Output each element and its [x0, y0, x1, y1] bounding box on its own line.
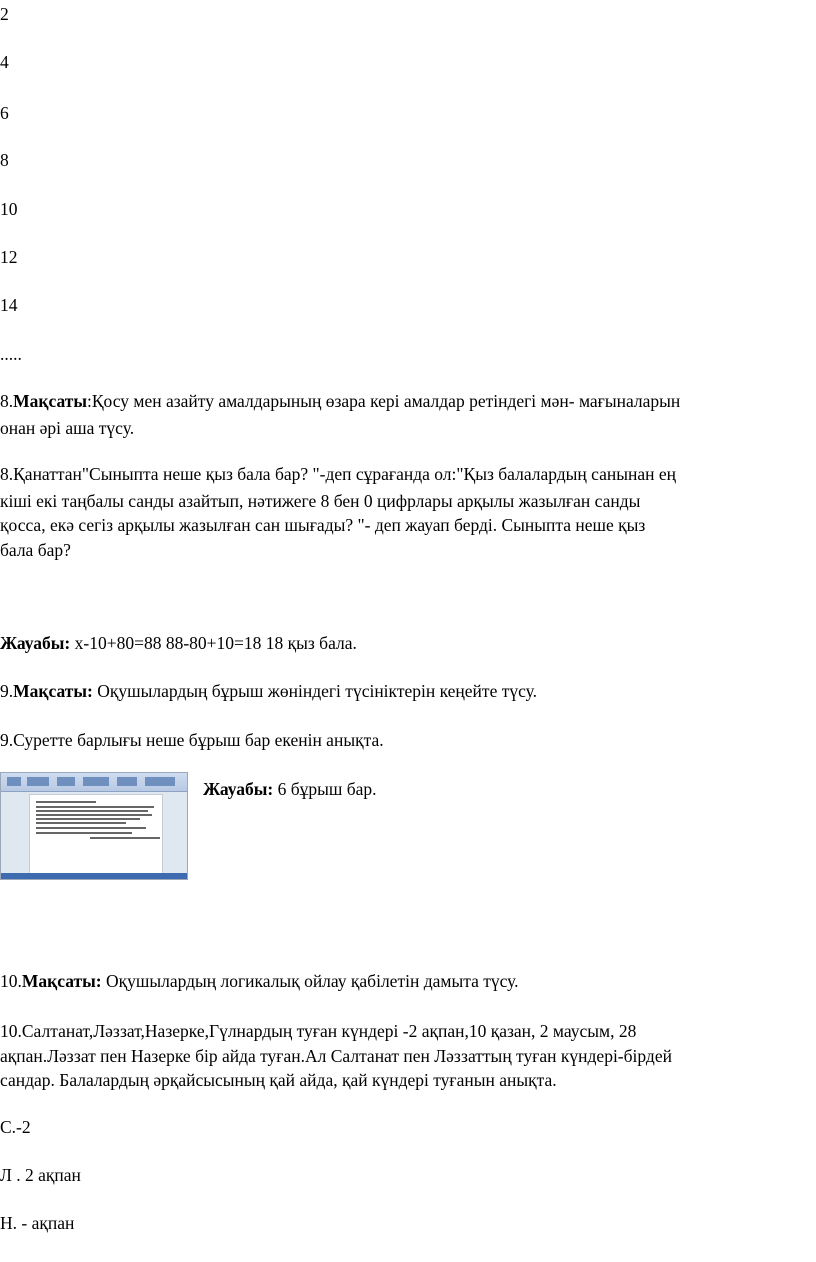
question-9: 9.Суретте барлығы неше бұрыш бар екенін анықта.: [0, 730, 384, 750]
question-8-line-4: бала бар?: [0, 540, 71, 560]
number-line: 4: [0, 52, 9, 72]
number-line: 12: [0, 247, 18, 267]
goal-8-line-2: онан әрі аша түсу.: [0, 418, 135, 438]
number-line: 8: [0, 150, 9, 170]
goal-8-line-1: 8.Мақсаты:Қосу мен азайту амалдарының өзара кері амалдар ретіндегі мән- мағыналарын: [0, 391, 681, 411]
status-bar-picture: [1, 873, 187, 879]
question-10-line-3: сандар. Балалардың әрқайсысының қай айда, қай күндері туғанын анықта.: [0, 1070, 557, 1090]
goal-10: 10.Мақсаты: Оқушылардың логикалық ойлау қабілетін дамыта түсу.: [0, 971, 519, 991]
document-preview: [29, 794, 163, 878]
question-10-line-2: ақпан.Ләззат пен Назерке бір айда туған.Ал Салтанат пен Ләззаттың туған күндері-бірдей: [0, 1046, 672, 1066]
goal-9: 9.Мақсаты: Оқушылардың бұрыш жөніндегі түсініктерін кеңейте түсу.: [0, 681, 538, 701]
number-line: 6: [0, 103, 9, 123]
number-line: 14: [0, 295, 18, 315]
ellipsis-line: .....: [0, 344, 22, 364]
question-8-line-2: кіші екі таңбалы санды азайтып, нәтижеге 8 бен 0 цифрлары арқылы жазылған санды: [0, 491, 641, 511]
answer-10-item: Н. - ақпан: [0, 1213, 75, 1233]
answer-9: Жауабы: 6 бұрыш бар.: [203, 779, 377, 799]
answer-8: Жауабы: х-10+80=88 88-80+10=18 18 қыз бала.: [0, 633, 357, 653]
ribbon-toolbar-picture: [1, 773, 187, 792]
question-8-line-3: қосса, екә сегіз арқылы жазылған сан шығады? "- деп жауап берді. Сыныпта неше қыз: [0, 515, 646, 535]
number-line: 2: [0, 4, 9, 24]
question-8-line-1: 8.Қанаттан"Сыныпта неше қыз бала бар? "-деп сұрағанда ол:"Қыз балалардың санынан ең: [0, 464, 677, 484]
document-screenshot-image: [0, 772, 188, 880]
question-10-line-1: 10.Салтанат,Ләззат,Назерке,Гүлнардың туған күндері -2 ақпан,10 қазан, 2 маусым, 28: [0, 1021, 637, 1041]
answer-10-item: Л . 2 ақпан: [0, 1165, 81, 1185]
number-line: 10: [0, 199, 18, 219]
answer-10-item: С.-2: [0, 1117, 31, 1137]
